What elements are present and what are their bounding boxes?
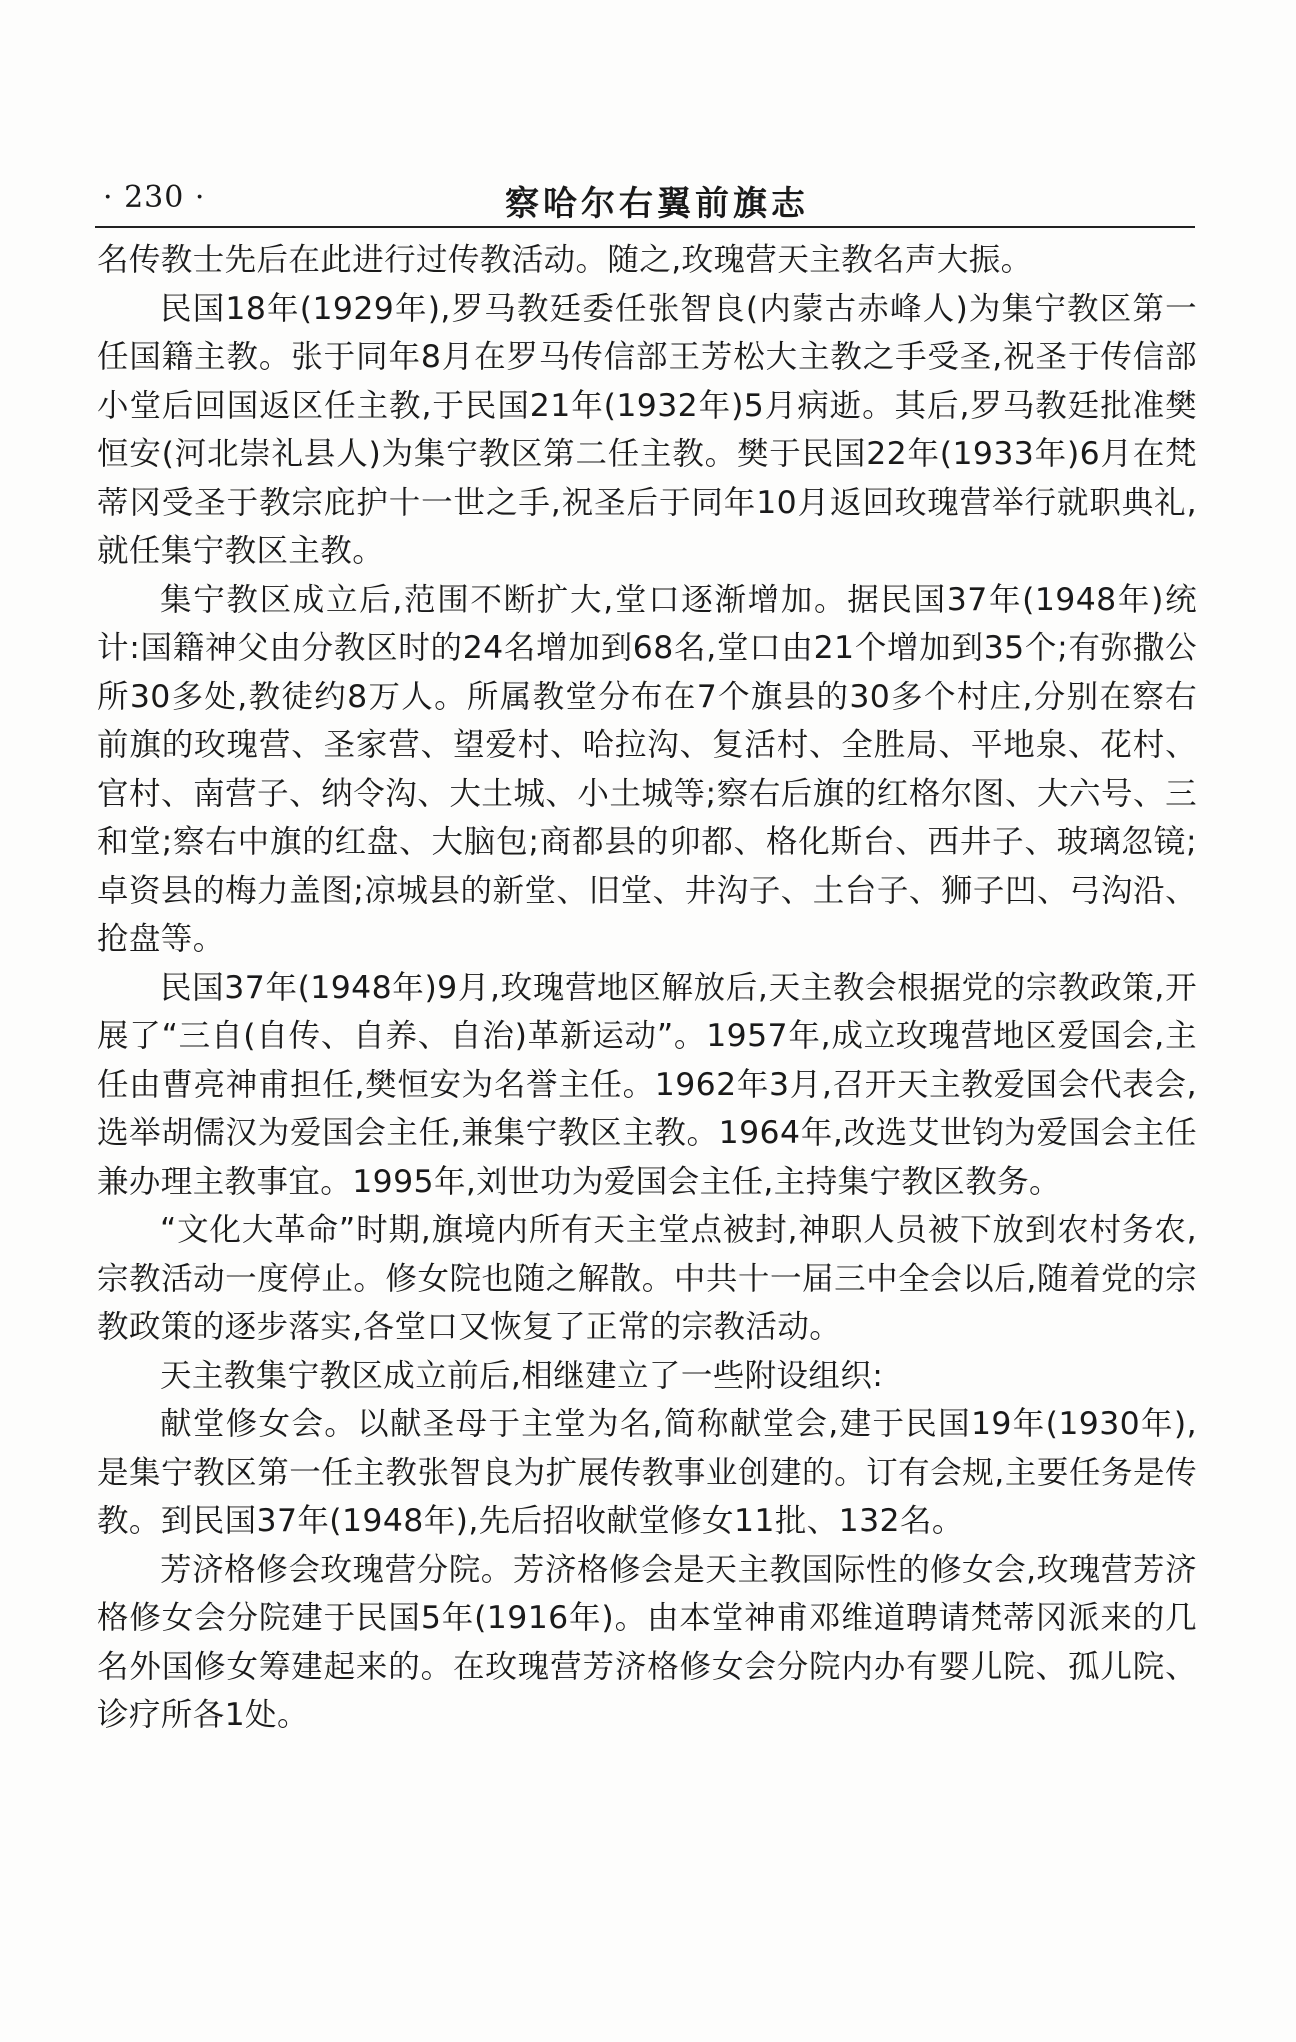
page-header <box>95 170 1195 226</box>
paragraph-franciscan-branch: 芳济格修会玫瑰营分院。芳济格修会是天主教国际性的修女会,玫瑰营芳济格修女会分院建于民国5年(1916年)。由本堂神甫邓维道聘请梵蒂冈派来的几名外国修女筹建起来的。在玫瑰营芳济格修女会分院内办有婴儿院、孤儿院、诊疗所各1处。 <box>97 1551 1197 1733</box>
paragraph-affiliated-orgs-intro: 天主教集宁教区成立前后,相继建立了一些附设组织: <box>160 1357 884 1394</box>
paragraph-diocese-expansion: 集宁教区成立后,范围不断扩大,堂口逐渐增加。据民国37年(1948年)统计:国籍神父由分教区时的24名增加到68名,堂口由21个增加到35个;有弥撒公所30多处,教徒约8万人。所属教堂分布在7个旗县的30多个村庄,分别在察右前旗的玫瑰营、圣家营、望爱村、哈拉沟、复活村、全胜局、平地泉、花村、官村、南营子、纳令沟、大土城、小土城等;察右后旗的红格尔图、大六号、三和堂;察右中旗的红盘、大脑包;商都县的卯都、格化斯台、西井子、玻璃忽镜;卓资县的梅力盖图;凉城县的新堂、旧堂、井沟子、土台子、狮子凹、弓沟沿、抢盘等。 <box>97 581 1197 957</box>
header-rule <box>95 226 1195 228</box>
paragraph-bishops: 民国18年(1929年),罗马教廷委任张智良(内蒙古赤峰人)为集宁教区第一任国籍主教。张于同年8月在罗马传信部王芳松大主教之手受圣,祝圣于传信部小堂后回国返区任主教,于民国21年(1932年)5月病逝。其后,罗马教廷批准樊恒安(河北崇礼县人)为集宁教区第二任主教。樊于民国22年(1933年)6月在梵蒂冈受圣于教宗庇护十一世之手,祝圣后于同年10月返回玫瑰营举行就职典礼,就任集宁教区主教。 <box>97 290 1197 569</box>
paragraph-patriotic-association: 民国37年(1948年)9月,玫瑰营地区解放后,天主教会根据党的宗教政策,开展了“三自(自传、自养、自治)革新运动”。1957年,成立玫瑰营地区爱国会,主任由曹亮神甫担任,樊恒安为名誉主任。1962年3月,召开天主教爱国会代表会,选举胡儒汉为爱国会主任,兼集宁教区主教。1964年,改选艾世钧为爱国会主任兼办理主教事宜。1995年,刘世功为爱国会主任,主持集宁教区教务。 <box>97 969 1197 1200</box>
paragraph-presentation-sisters: 献堂修女会。以献圣母于主堂为名,简称献堂会,建于民国19年(1930年),是集宁教区第一任主教张智良为扩展传教事业创建的。订有会规,主要任务是传教。到民国37年(1948年),先后招收献堂修女11批、132名。 <box>97 1406 1197 1539</box>
body-text <box>97 236 1197 1740</box>
page-number: · 230 · <box>103 180 206 215</box>
paragraph-cultural-revolution: “文化大革命”时期,旗境内所有天主堂点被封,神职人员被下放到农村务农,宗教活动一度停止。修女院也随之解散。中共十一届三中全会以后,随着党的宗教政策的逐步落实,各堂口又恢复了正常的宗教活动。 <box>97 1212 1197 1345</box>
running-title: 察哈尔右翼前旗志 <box>505 184 809 224</box>
paragraph-continuation: 名传教士先后在此进行过传教活动。随之,玫瑰营天主教名声大振。 <box>97 242 1033 278</box>
